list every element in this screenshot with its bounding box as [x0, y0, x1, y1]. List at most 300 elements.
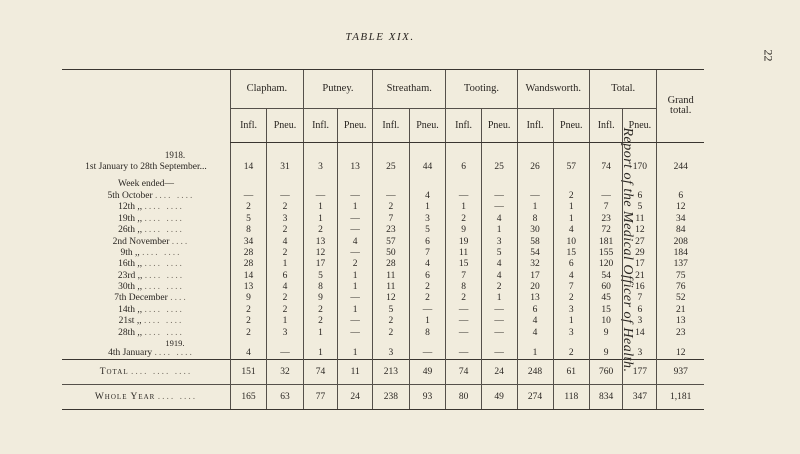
table-cell: 1: [481, 225, 517, 236]
table-cell: 208: [657, 237, 704, 248]
row-label: 7th December: [114, 293, 168, 304]
table-cell: 58: [517, 237, 553, 248]
table-cell: 4: [481, 271, 517, 282]
row-label: 4th January: [108, 348, 153, 359]
year-row: [62, 339, 704, 348]
district-header: Wandsworth.: [517, 70, 589, 109]
table-cell: 28: [230, 248, 266, 259]
table-cell: 17: [303, 259, 337, 270]
table-cell: —: [230, 191, 266, 202]
table-cell: 5: [409, 225, 446, 236]
leader-dots: .... ....: [144, 213, 184, 224]
table-cell: 17: [517, 271, 553, 282]
table-title: TABLE XIX.: [345, 31, 415, 43]
table-cell: —: [409, 348, 446, 360]
infl-header: Infl.: [303, 109, 337, 143]
table-cell: 11: [623, 214, 657, 225]
leader-dots: .... ....: [144, 304, 184, 315]
table-cell: 151: [230, 360, 266, 385]
table-cell: 184: [657, 248, 704, 259]
table-cell: 4: [230, 348, 266, 360]
week-row: [62, 202, 704, 213]
table-cell: 30: [517, 225, 553, 236]
table-cell: 74: [589, 162, 622, 174]
leader-dots: .... ....: [143, 316, 184, 327]
table-cell: 2: [373, 202, 409, 213]
table-cell: 1: [303, 214, 337, 225]
table-cell: 24: [338, 385, 373, 410]
table-cell: —: [481, 328, 517, 339]
week-ended-label: Week ended—: [118, 178, 174, 189]
table-cell: 213: [373, 360, 409, 385]
table-cell: 177: [623, 360, 657, 385]
table-cell: 28: [230, 259, 266, 270]
table-cell: 80: [446, 385, 481, 410]
table-cell: 34: [230, 237, 266, 248]
table-cell: 3: [267, 214, 304, 225]
table-cell: 21: [657, 305, 704, 316]
table-cell: 13: [517, 294, 553, 305]
row-label: 12th ,,: [118, 202, 143, 213]
infl-header: Infl.: [446, 109, 481, 143]
table-cell: 2: [373, 316, 409, 327]
table-cell: 2: [303, 305, 337, 316]
table-cell: 4: [338, 237, 373, 248]
row-label: 28th ,,: [118, 327, 143, 338]
infl-header: Infl.: [517, 109, 553, 143]
table-cell: 165: [230, 385, 266, 410]
year-label: 1919.: [165, 338, 185, 349]
table-cell: —: [481, 202, 517, 213]
table-cell: 5: [373, 305, 409, 316]
table-cell: 5: [481, 248, 517, 259]
table-cell: 2: [553, 348, 589, 360]
row-label-cell: [62, 305, 230, 316]
leader-dots: .... ....: [144, 259, 184, 270]
page-number: 22: [761, 49, 776, 62]
table-cell: —: [338, 316, 373, 327]
table-cell: —: [409, 305, 446, 316]
table-cell: —: [338, 191, 373, 202]
infl-header: Infl.: [589, 109, 622, 143]
table-cell: —: [338, 294, 373, 305]
table-cell: 2: [409, 282, 446, 293]
table-cell: 137: [657, 259, 704, 270]
table-cell: 3: [481, 237, 517, 248]
row-label-cell: [62, 237, 230, 248]
row-label-cell: [62, 294, 230, 305]
table-cell: 8: [517, 214, 553, 225]
table-cell: 937: [657, 360, 704, 385]
row-label: 19th ,,: [118, 213, 143, 224]
table-cell: 24: [481, 360, 517, 385]
table-cell: 2: [230, 305, 266, 316]
row-label-cell: [62, 271, 230, 282]
row-label-cell: [62, 202, 230, 213]
week-ended-row: [62, 174, 704, 191]
table-cell: 5: [230, 214, 266, 225]
week-row: [62, 191, 704, 202]
table-cell: 6: [446, 162, 481, 174]
row-label-cell: [62, 360, 230, 385]
week-row: [62, 294, 704, 305]
table-cell: 760: [589, 360, 622, 385]
table-cell: 13: [230, 282, 266, 293]
table-cell: 60: [589, 282, 622, 293]
table-cell: 9: [303, 294, 337, 305]
week-row: [62, 305, 704, 316]
table-cell: 11: [338, 360, 373, 385]
table-cell: 57: [373, 237, 409, 248]
table-cell: 1: [481, 294, 517, 305]
table-cell: 6: [553, 259, 589, 270]
district-header: Tooting.: [446, 70, 517, 109]
row-label: 16th ,,: [118, 259, 143, 270]
table-header: [62, 70, 704, 143]
leader-dots: .... ....: [155, 190, 195, 201]
table-cell: 347: [623, 385, 657, 410]
table-cell: —: [481, 348, 517, 360]
table-cell: 118: [553, 385, 589, 410]
table-cell: 244: [657, 162, 704, 174]
header-blank-cell: [62, 70, 230, 143]
table-cell: 21: [623, 271, 657, 282]
table-cell: 14: [623, 328, 657, 339]
table-cell: 274: [517, 385, 553, 410]
table-cell: 9: [589, 348, 622, 360]
table-cell: 34: [657, 214, 704, 225]
running-head: Report of the Medical Officer of Health.: [620, 127, 635, 373]
table-cell: 6: [409, 271, 446, 282]
table-cell: 5: [623, 202, 657, 213]
table-cell: 6: [517, 305, 553, 316]
table-cell: 1,181: [657, 385, 704, 410]
table-cell: 6: [267, 271, 304, 282]
table-cell: —: [446, 191, 481, 202]
grand-total-header: Grand total.: [657, 70, 704, 143]
table-cell: 2: [303, 225, 337, 236]
week-row: [62, 348, 704, 360]
table-cell: 93: [409, 385, 446, 410]
table-cell: 11: [373, 282, 409, 293]
table-cell: —: [267, 348, 304, 360]
table-cell: 14: [230, 162, 266, 174]
table-cell: 2: [267, 202, 304, 213]
table-cell: 7: [553, 282, 589, 293]
leader-dots: .... ....: [157, 391, 198, 402]
row-label: 30th ,,: [118, 282, 143, 293]
row-label-cell: [62, 259, 230, 270]
table-cell: 1: [553, 214, 589, 225]
table-cell: 2: [373, 328, 409, 339]
table-cell: 1: [338, 202, 373, 213]
table-cell: 28: [373, 259, 409, 270]
table-cell: 31: [267, 162, 304, 174]
table-cell: 13: [338, 162, 373, 174]
row-label: 23rd ,,: [117, 270, 143, 281]
table-cell: 29: [623, 248, 657, 259]
table-cell: 23: [589, 214, 622, 225]
week-row: [62, 225, 704, 236]
row-label-cell: [62, 214, 230, 225]
row-label-cell: [62, 282, 230, 293]
table-cell: 4: [517, 328, 553, 339]
table-cell: 1: [303, 348, 337, 360]
table-cell: 26: [517, 162, 553, 174]
table-cell: —: [446, 328, 481, 339]
table-cell: 12: [657, 348, 704, 360]
leader-dots: .... ....: [144, 282, 184, 293]
table-cell: 3: [373, 348, 409, 360]
table-cell: —: [338, 328, 373, 339]
table-cell: 32: [267, 360, 304, 385]
table-cell: 3: [623, 316, 657, 327]
row-label-cell: [62, 385, 230, 410]
whole-year-row: [62, 385, 704, 410]
week-row: [62, 282, 704, 293]
table-cell: 1: [553, 202, 589, 213]
table-cell: 1: [409, 316, 446, 327]
table-cell: 54: [517, 248, 553, 259]
table-cell: 6: [409, 237, 446, 248]
leader-dots: .... ....: [144, 202, 184, 213]
table-cell: 32: [517, 259, 553, 270]
year-label: 1918.: [164, 149, 186, 160]
week-row: [62, 316, 704, 327]
table-cell: 4: [409, 191, 446, 202]
week-row: [62, 237, 704, 248]
table-cell: 7: [373, 214, 409, 225]
table-cell: 11: [446, 248, 481, 259]
table-cell: 57: [553, 162, 589, 174]
table-cell: 76: [657, 282, 704, 293]
table-cell: 12: [373, 294, 409, 305]
table-cell: 1: [338, 348, 373, 360]
table-cell: 12: [303, 248, 337, 259]
table-cell: 1: [553, 316, 589, 327]
leader-dots: .... ....: [144, 327, 184, 338]
row-label-cell: [62, 248, 230, 259]
table-cell: 25: [481, 162, 517, 174]
table-cell: 2: [303, 316, 337, 327]
table-cell: 1: [303, 328, 337, 339]
table-cell: 3: [553, 328, 589, 339]
table-cell: 61: [553, 360, 589, 385]
row-label: 5th October: [107, 190, 153, 201]
table-cell: 6: [623, 191, 657, 202]
table-cell: 45: [589, 294, 622, 305]
pneu-header: Pneu.: [267, 109, 304, 143]
table-cell: 2: [267, 305, 304, 316]
table-cell: 1: [303, 202, 337, 213]
table-cell: 49: [409, 360, 446, 385]
table-cell: 834: [589, 385, 622, 410]
table-cell: 15: [446, 259, 481, 270]
table-cell: 248: [517, 360, 553, 385]
table-cell: 2: [553, 294, 589, 305]
row-label: 26th ,,: [118, 225, 143, 236]
table-cell: 4: [267, 282, 304, 293]
table-cell: —: [373, 191, 409, 202]
table-cell: 4: [481, 214, 517, 225]
table-body: [62, 143, 704, 410]
table-cell: 74: [303, 360, 337, 385]
leader-dots: .... ....: [154, 348, 194, 359]
table-cell: 49: [481, 385, 517, 410]
table-cell: 2: [230, 202, 266, 213]
row-label: 9th ,,: [120, 247, 140, 258]
table-cell: —: [267, 191, 304, 202]
table-cell: 4: [553, 271, 589, 282]
table-cell: 13: [657, 316, 704, 327]
table-cell: —: [481, 316, 517, 327]
table-cell: —: [517, 191, 553, 202]
table-cell: 27: [623, 237, 657, 248]
table-cell: 54: [589, 271, 622, 282]
table-cell: 7: [409, 248, 446, 259]
week-row: [62, 259, 704, 270]
table-cell: 12: [623, 225, 657, 236]
table-cell: 16: [623, 282, 657, 293]
table-cell: 2: [446, 214, 481, 225]
row-label-cell: [62, 348, 230, 360]
table-cell: 1: [267, 259, 304, 270]
table-cell: 1: [517, 202, 553, 213]
pneu-header: Pneu.: [553, 109, 589, 143]
table-cell: 17: [623, 259, 657, 270]
table-cell: 44: [409, 162, 446, 174]
table-cell: 2: [230, 316, 266, 327]
leader-dots: .... ....: [142, 247, 182, 258]
table-cell: 14: [230, 271, 266, 282]
table-cell: 50: [373, 248, 409, 259]
table-cell: 12: [657, 202, 704, 213]
total-row: [62, 360, 704, 385]
table-cell: 120: [589, 259, 622, 270]
district-header: Putney.: [303, 70, 372, 109]
year-row: [62, 143, 704, 163]
infl-header: Infl.: [373, 109, 409, 143]
leader-dots: .... ....: [144, 270, 185, 281]
table-cell: 1: [446, 202, 481, 213]
table-cell: 2: [230, 328, 266, 339]
table-cell: 23: [657, 328, 704, 339]
table-cell: —: [481, 305, 517, 316]
row-label-cell: [62, 316, 230, 327]
table-cell: 4: [517, 316, 553, 327]
table-cell: 77: [303, 385, 337, 410]
table-cell: 6: [657, 191, 704, 202]
table-cell: 15: [553, 248, 589, 259]
table-cell: 1: [338, 271, 373, 282]
table-cell: 8: [303, 282, 337, 293]
table-cell: 10: [589, 316, 622, 327]
leader-dots: .... .... ....: [130, 366, 193, 377]
week-row: [62, 271, 704, 282]
table-cell: 2: [553, 191, 589, 202]
table-cell: 9: [446, 225, 481, 236]
table-cell: —: [338, 214, 373, 225]
table-cell: 3: [303, 162, 337, 174]
table-cell: 23: [373, 225, 409, 236]
table-cell: 15: [589, 305, 622, 316]
row-label: 2nd November: [112, 236, 170, 247]
table-cell: 4: [553, 225, 589, 236]
table-cell: 63: [267, 385, 304, 410]
table-cell: 1: [409, 202, 446, 213]
row-label-cell: [62, 162, 230, 174]
district-header: Streatham.: [373, 70, 446, 109]
table-cell: 10: [553, 237, 589, 248]
table-cell: 7: [446, 271, 481, 282]
row-label: 14th ,,: [118, 304, 143, 315]
table-cell: 7: [623, 294, 657, 305]
district-header: Total.: [589, 70, 656, 109]
table-cell: 3: [267, 328, 304, 339]
period-row: [62, 162, 704, 174]
table-cell: 4: [481, 259, 517, 270]
row-label: 1st January to 28th September...: [85, 162, 207, 173]
row-label-cell: [62, 191, 230, 202]
table-cell: 2: [267, 294, 304, 305]
table-cell: 1: [267, 316, 304, 327]
pneu-header: Pneu.: [623, 109, 657, 143]
district-header: Clapham.: [230, 70, 303, 109]
table-cell: 2: [409, 294, 446, 305]
table-cell: —: [446, 305, 481, 316]
row-label-cell: [62, 225, 230, 236]
table-cell: 7: [589, 202, 622, 213]
table-cell: 20: [517, 282, 553, 293]
leader-dots: .... ....: [144, 225, 184, 236]
table-cell: 6: [623, 305, 657, 316]
row-label: Whole Year: [94, 391, 156, 402]
table-cell: 1: [338, 282, 373, 293]
table-cell: —: [303, 191, 337, 202]
table-cell: 9: [230, 294, 266, 305]
table-cell: 181: [589, 237, 622, 248]
table-cell: 75: [657, 271, 704, 282]
infl-header: Infl.: [230, 109, 266, 143]
table-cell: 3: [409, 214, 446, 225]
table-cell: 2: [338, 259, 373, 270]
table-cell: 8: [409, 328, 446, 339]
week-row: [62, 328, 704, 339]
week-row: [62, 214, 704, 225]
table-cell: —: [446, 316, 481, 327]
pneu-header: Pneu.: [409, 109, 446, 143]
table-cell: 170: [623, 162, 657, 174]
table-cell: 8: [230, 225, 266, 236]
table-cell: 11: [373, 271, 409, 282]
table-cell: 3: [553, 305, 589, 316]
leader-dots: ....: [170, 293, 188, 304]
row-label-cell: [62, 328, 230, 339]
table-cell: 84: [657, 225, 704, 236]
table-cell: 52: [657, 294, 704, 305]
table-cell: 1: [338, 305, 373, 316]
leader-dots: ....: [171, 236, 190, 247]
table-cell: 4: [267, 237, 304, 248]
table-cell: 3: [623, 348, 657, 360]
table-cell: 8: [446, 282, 481, 293]
table-cell: —: [481, 191, 517, 202]
table-cell: 72: [589, 225, 622, 236]
table-cell: —: [589, 191, 622, 202]
table-cell: 2: [267, 248, 304, 259]
table-cell: 4: [409, 259, 446, 270]
table-cell: 19: [446, 237, 481, 248]
